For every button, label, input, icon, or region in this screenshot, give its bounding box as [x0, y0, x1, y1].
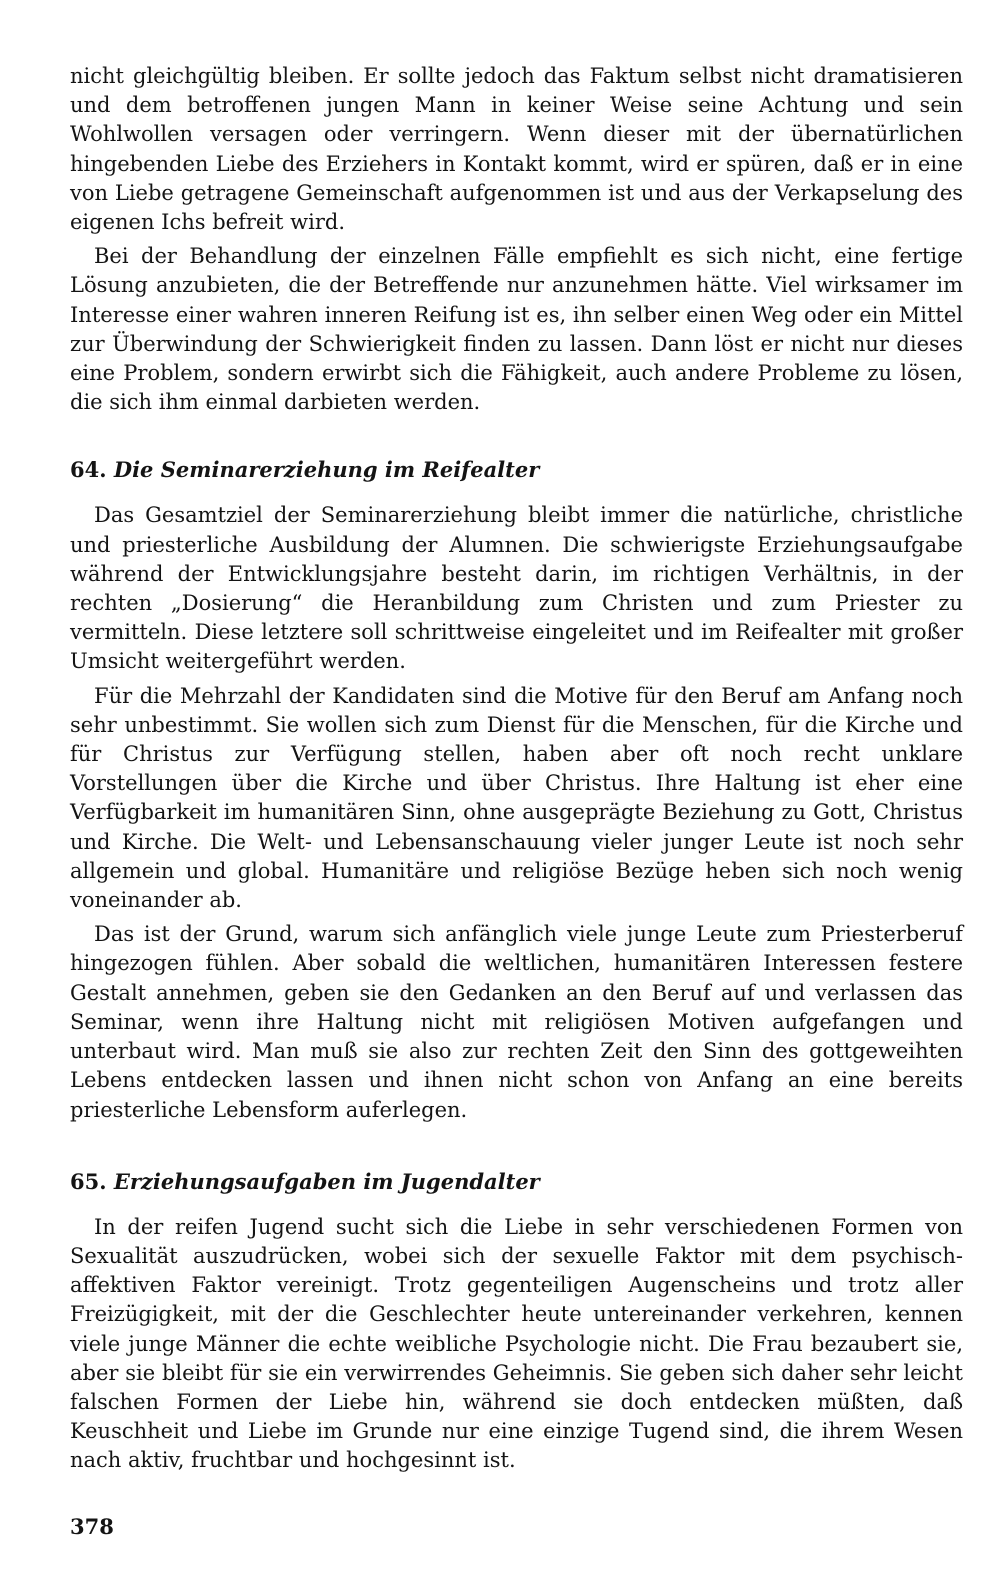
- intro-paragraph-1: nicht gleichgültig bleiben. Er sollte jedoch das Faktum selbst nicht dramatisieren und dem betroffenen jungen Mann in keiner Weise seine Achtung und sein Wohlwollen versagen oder verringern. Wenn dieser mit der übernatürlichen hingebenden Liebe des Erziehers in Kontakt kommt, wird er spüren, daß er in eine von Liebe getragene Gemeinschaft aufgenommen ist und aus der Verkapselung des eigenen Ichs befreit wird.: [70, 64, 963, 235]
- section-65-heading: [70, 1167, 963, 1196]
- section-64-title: Die Seminarerziehung im Reifealter: [113, 457, 540, 483]
- section-65-number: 65.: [70, 1168, 107, 1194]
- book-page: [70, 62, 963, 1476]
- section-64-paragraph-3: Das ist der Grund, warum sich anfänglich viele junge Leute zum Priesterberuf hingezogen fühlen. Aber sobald die weltlichen, humanitären Interessen festere Gestalt annehmen, geben sie den Gedanken an den Beruf auf und verlassen das Seminar, wenn ihre Haltung nicht mit religiösen Motiven aufgefangen und unterbaut wird. Man muß sie also zur rechten Zeit den Sinn des gottgeweihten Lebens entdecken lassen und ihnen nicht schon von Anfang an eine bereits priesterliche Lebensform auferlegen.: [70, 922, 963, 1122]
- intro-block: [70, 62, 963, 417]
- section-64-body: [70, 501, 963, 1124]
- section-64-number: 64.: [70, 457, 107, 483]
- intro-paragraph-2: Bei der Behandlung der einzelnen Fälle empfiehlt es sich nicht, eine fertige Lösung anzubieten, die der Betreffende nur anzunehmen hätte. Viel wirksamer im Interesse einer wahren inneren Reifung ist es, ihn selber einen Weg oder ein Mittel zur Überwindung der Schwierigkeit finden zu lassen. Dann löst er nicht nur dieses eine Problem, sondern erwirbt sich die Fähigkeit, auch andere Probleme zu lösen, die sich ihm einmal darbieten werden.: [70, 244, 963, 415]
- section-64-paragraph-2: Für die Mehrzahl der Kandidaten sind die Motive für den Beruf am Anfang noch sehr unbestimmt. Sie wollen sich zum Dienst für die Menschen, für die Kirche und für Christus zur Verfügung stellen, haben aber oft noch recht unklare Vorstellungen über die Kirche und über Christus. Ihre Haltung ist eher eine Verfügbarkeit im humanitären Sinn, ohne ausgeprägte Beziehung zu Gott, Christus und Kirche. Die Welt- und Lebensanschauung vieler junger Leute ist noch sehr allgemein und global. Humanitäre und religiöse Bezüge heben sich noch wenig voneinander ab.: [70, 683, 963, 913]
- page-number: 378: [70, 1514, 114, 1539]
- section-65-title: Erziehungsaufgaben im Jugendalter: [113, 1168, 540, 1194]
- section-64-paragraph-1: Das Gesamtziel der Seminarerziehung bleibt immer die natürliche, christliche und priesterliche Ausbildung der Alumnen. Die schwierigste Erziehungsaufgabe während der Entwicklungsjahre besteht darin, im richtigen Verhältnis, in der rechten „Dosierung“ die Heranbildung zum Christen und zum Priester zu vermitteln. Diese letztere soll schrittweise eingeleitet und im Reifealter mit großer Umsicht weitergeführt werden.: [70, 503, 963, 674]
- section-65-paragraph-1: In der reifen Jugend sucht sich die Liebe in sehr verschiedenen Formen von Sexualität auszudrücken, wobei sich der sexuelle Faktor mit dem psychisch-affektiven Faktor vereinigt. Trotz gegenteiligen Augenscheins und trotz aller Freizügigkeit, mit der die Geschlechter heute untereinander verkehren, kennen viele junge Männer die echte weibliche Psychologie nicht. Die Frau bezaubert sie, aber sie bleibt für sie ein verwirrendes Geheimnis. Sie geben sich daher sehr leicht falschen Formen der Liebe hin, während sie doch entdecken müßten, daß Keuschheit und Liebe im Grunde nur eine einzige Tugend sind, die ihrem Wesen nach aktiv, fruchtbar und hochgesinnt ist.: [70, 1214, 963, 1473]
- section-65-body: [70, 1213, 963, 1476]
- section-64-heading: [70, 455, 963, 484]
